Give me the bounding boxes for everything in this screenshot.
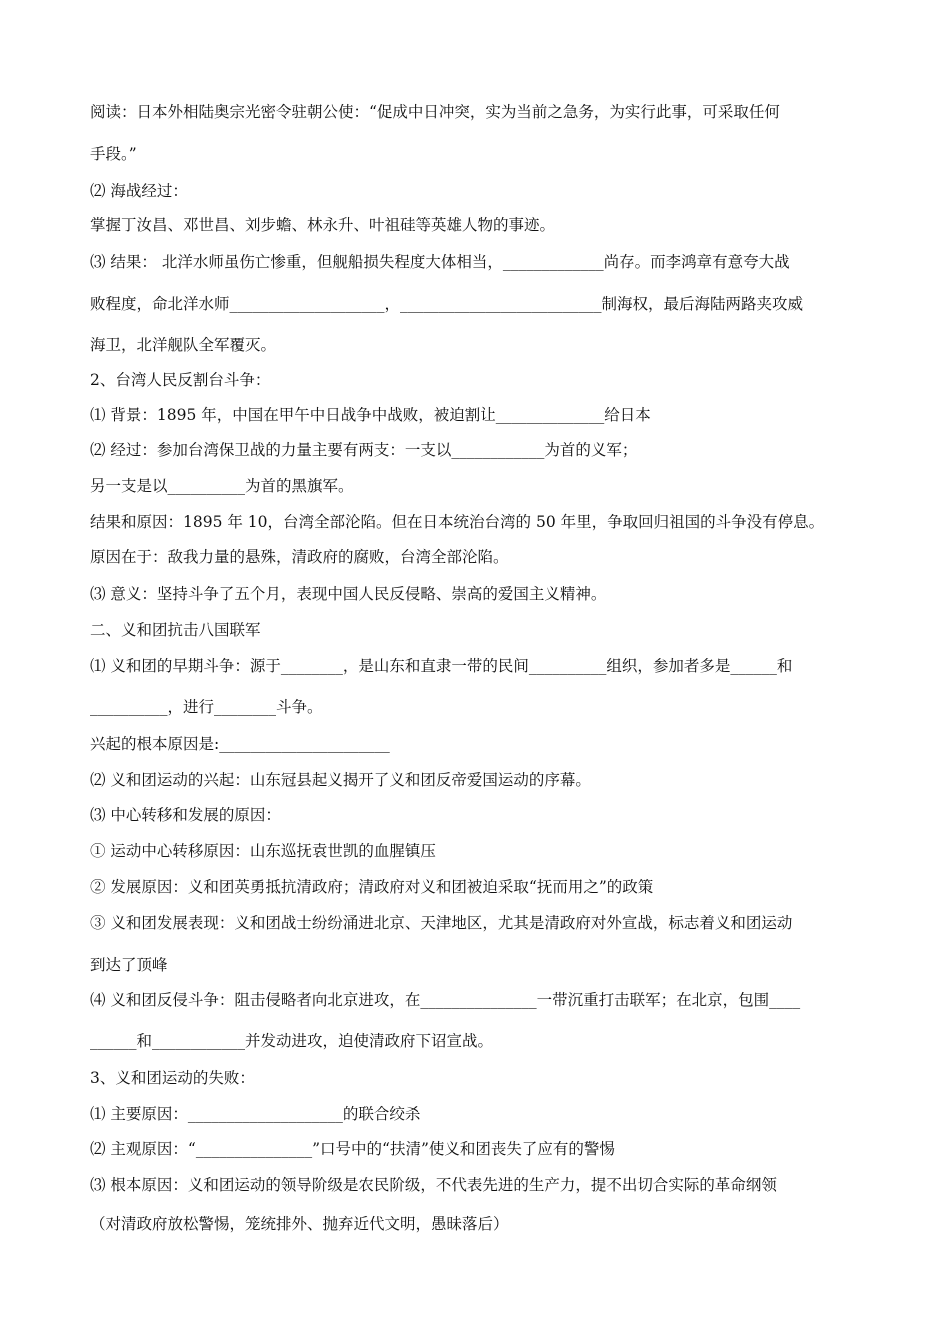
text-line: 原因在于：敌我力量的悬殊，清政府的腐败，台湾全部沦陷。 (90, 548, 509, 566)
text-line: ⑶ 意义：坚持斗争了五个月，表现中国人民反侵略、崇高的爱国主义精神。 (90, 585, 607, 603)
text-line: ⑶ 结果： 北洋水师虽伤亡惨重，但舰船损失程度大体相当，_____________尚存。而李鸿章有意夸大战 (90, 253, 790, 271)
text-line: 海卫，北洋舰队全军覆灭。 (90, 336, 277, 354)
section-heading: 2、台湾人民反割台斗争： (90, 371, 271, 389)
text-line: 另一支是以__________为首的黑旗军。 (90, 477, 354, 495)
text-line: 阅读：日本外相陆奥宗光密令驻朝公使：“促成中日冲突，实为当前之急务，为实行此事，可采取任何 (90, 103, 780, 121)
text-line: ⑶ 根本原因：义和团运动的领导阶级是农民阶级，不代表先进的生产力，提不出切合实际的革命纲领 (90, 1176, 777, 1194)
text-line: ⑵ 海战经过： (90, 182, 188, 200)
text-line: 手段。” (90, 145, 137, 163)
text-line: ② 发展原因：义和团英勇抵抗清政府；清政府对义和团被迫采取“抚而用之”的政策 (90, 878, 654, 896)
text-line: ⑶ 中心转移和发展的原因： (90, 806, 281, 824)
text-line: ⑴ 背景：1895 年，中国在甲午中日战争中战败，被迫割让______________给日本 (90, 406, 651, 424)
text-line: 败程度，命北洋水师____________________，__________________________制海权，最后海陆两路夹攻威 (90, 295, 804, 313)
text-line: 到达了顶峰 (90, 956, 168, 974)
text-line: ① 运动中心转移原因：山东巡抚袁世凯的血腥镇压 (90, 842, 436, 860)
text-line: ⑵ 经过：参加台湾保卫战的力量主要有两支：一支以____________为首的义军； (90, 441, 638, 459)
text-line: 结果和原因：1895 年 10，台湾全部沦陷。但在日本统治台湾的 50 年里，争取回归祖国的斗争没有停息。 (90, 513, 825, 531)
text-line: ⑵ 义和团运动的兴起：山东冠县起义揭开了义和团反帝爱国运动的序幕。 (90, 771, 591, 789)
text-line: 兴起的根本原因是:______________________ (90, 735, 390, 753)
section-heading: 3、义和团运动的失败： (90, 1069, 255, 1087)
text-line: ⑴ 义和团的早期斗争：源于________，是山东和直隶一带的民间__________组织，参加者多是______和 (90, 657, 793, 675)
text-line: ⑵ 主观原因：“_______________”口号中的“扶清”使义和团丧失了应有的警惕 (90, 1140, 615, 1158)
text-line: ③ 义和团发展表现：义和团战士纷纷涌进北京、天津地区，尤其是清政府对外宣战，标志着义和团运动 (90, 914, 793, 932)
text-line: ______和____________并发动进攻，迫使清政府下诏宣战。 (90, 1032, 494, 1050)
text-line: ⑴ 主要原因：____________________的联合绞杀 (90, 1105, 421, 1123)
text-line: （对清政府放松警惕，笼统排外、抛弃近代文明，愚昧落后） (90, 1215, 509, 1233)
text-line: 掌握丁汝昌、邓世昌、刘步蟾、林永升、叶祖硅等英雄人物的事迹。 (90, 216, 556, 234)
text-line: ⑷ 义和团反侵斗争：阻击侵略者向北京进攻，在_______________一带沉重打击联军；在北京，包围____ (90, 991, 801, 1009)
section-heading: 二、义和团抗击八国联军 (90, 621, 261, 639)
text-line: __________，进行________斗争。 (90, 698, 323, 716)
